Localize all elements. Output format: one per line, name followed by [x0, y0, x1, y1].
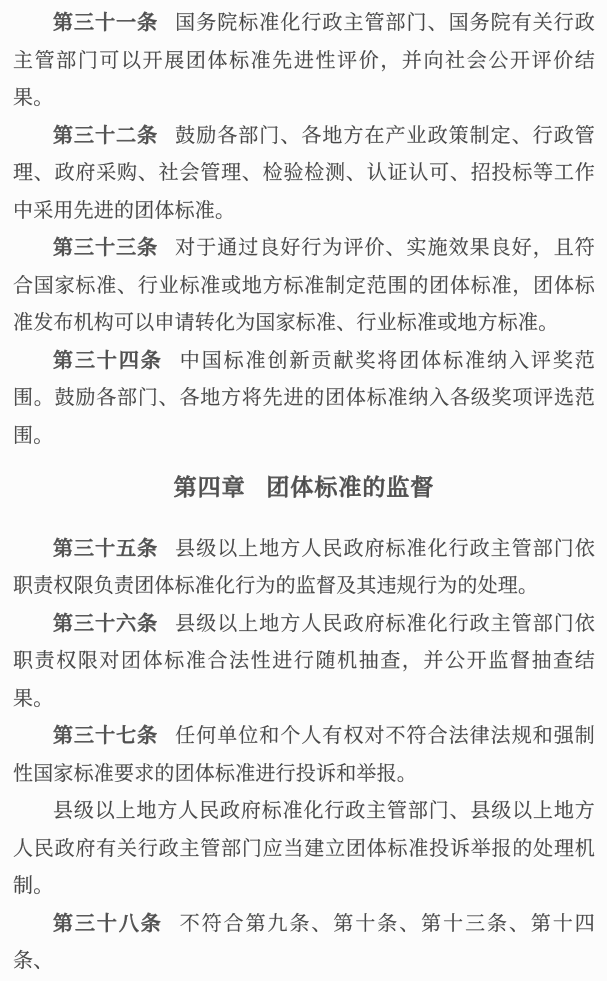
article-paragraph-36	[13, 606, 595, 719]
article-text: 鼓励各部门、各地方在产业政策制定、行政管理、政府采购、社会管理、检验检测、认证认可、招投标等工作中采用先进的团体标准。	[13, 124, 596, 222]
article-number: 第三十八条	[53, 912, 163, 935]
chapter-heading	[13, 469, 595, 507]
article-paragraph-37-continuation	[13, 793, 595, 906]
chapter-number: 第四章	[173, 474, 246, 500]
article-text: 不符合第九条、第十条、第十三条、第十四条、	[13, 912, 596, 972]
article-paragraph-33	[13, 230, 595, 343]
article-text: 国务院标准化行政主管部门、国务院有关行政主管部门可以开展团体标准先进性评价，并向社会公开评价结果。	[13, 12, 596, 109]
article-text: 中国标准创新贡献奖将团体标准纳入评奖范围。鼓励各部门、各地方将先进的团体标准纳入各级奖项评选范围。	[13, 349, 596, 447]
article-paragraph-37	[13, 718, 595, 793]
chapter-title: 团体标准的监督	[266, 474, 435, 500]
article-paragraph-35	[13, 531, 595, 606]
article-number: 第三十一条	[53, 12, 159, 34]
article-number: 第三十五条	[53, 537, 159, 560]
article-paragraph-38	[13, 906, 595, 981]
article-number: 第三十四条	[53, 349, 163, 372]
article-paragraph-32	[13, 118, 595, 231]
article-number: 第三十三条	[53, 237, 159, 259]
article-text: 县级以上地方人民政府标准化行政主管部门依职责权限对团体标准合法性进行随机抽查，并公开监督抽查结果。	[13, 612, 596, 710]
article-text: 任何单位和个人有权对不符合法律法规和强制性国家标准要求的团体标准进行投诉和举报。	[13, 725, 596, 785]
article-paragraph-34	[13, 343, 595, 456]
article-number: 第三十七条	[53, 725, 159, 747]
article-text: 县级以上地方人民政府标准化行政主管部门依职责权限负责团体标准化行为的监督及其违规行为的处理。	[13, 537, 596, 597]
article-paragraph-31	[13, 5, 595, 118]
article-text: 对于通过良好行为评价、实施效果良好，且符合国家标准、行业标准或地方标准制定范围的团体标准，团体标准发布机构可以申请转化为国家标准、行业标准或地方标准。	[13, 237, 596, 334]
article-number: 第三十六条	[53, 612, 159, 635]
article-number: 第三十二条	[53, 124, 159, 147]
article-text: 县级以上地方人民政府标准化行政主管部门、县级以上地方人民政府有关行政主管部门应当建立团体标准投诉举报的处理机制。	[13, 800, 595, 897]
